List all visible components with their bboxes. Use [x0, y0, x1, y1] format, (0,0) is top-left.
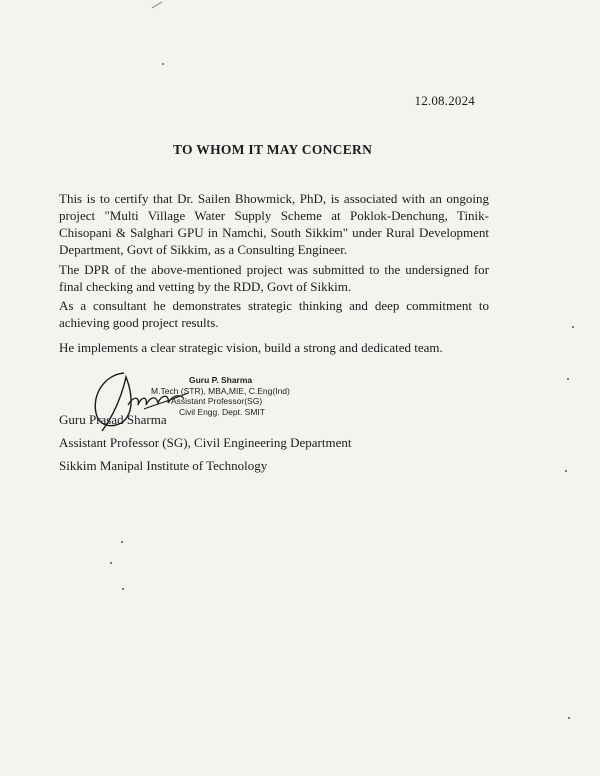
scan-speck: [162, 63, 164, 65]
letter-date: 12.08.2024: [414, 93, 475, 108]
paragraph-certification: This is to certify that Dr. Sailen Bhowmick, PhD, is associated with an ongoing project "Multi Village Water Supply Scheme at Poklok-Denchung, Tinik-Chisopani & Salghari GPU in Namchi, South Sikkim" under Rural Development Department, Govt of Sikkim, as a Consulting Engineer.: [59, 191, 489, 257]
signer-institution: Sikkim Manipal Institute of Technology: [59, 458, 268, 473]
paragraph-vision: He implements a clear strategic vision, build a strong and dedicated team.: [59, 340, 443, 355]
scan-speck: [567, 378, 569, 380]
scan-speck: [568, 717, 570, 719]
stamp-qualifications: M.Tech (STR), MBA,MIE, C.Eng(Ind): [151, 385, 290, 396]
stamp-designation: Assistant Professor(SG): [171, 396, 263, 406]
signer-name: Guru Prasad Sharma: [59, 412, 167, 427]
stamp-department: Civil Engg. Dept. SMIT: [179, 406, 265, 417]
scan-speck: [122, 588, 124, 590]
stamp-name: Guru P. Sharma: [189, 375, 253, 385]
scan-speck: [110, 562, 112, 564]
paragraph-dpr: The DPR of the above-mentioned project was submitted to the undersigned for final checking and vetting by the RDD, Govt of Sikkim.: [59, 262, 489, 294]
signer-title: Assistant Professor (SG), Civil Engineering Department: [59, 435, 352, 450]
scan-speck: [565, 470, 567, 472]
scan-speck: [121, 541, 123, 543]
paragraph-consultant: As a consultant he demonstrates strategic thinking and deep commitment to achieving good project results.: [59, 298, 489, 330]
scan-speck: [572, 326, 574, 328]
letter-heading: TO WHOM IT MAY CONCERN: [173, 142, 373, 157]
corner-scan-mark: [150, 0, 170, 12]
